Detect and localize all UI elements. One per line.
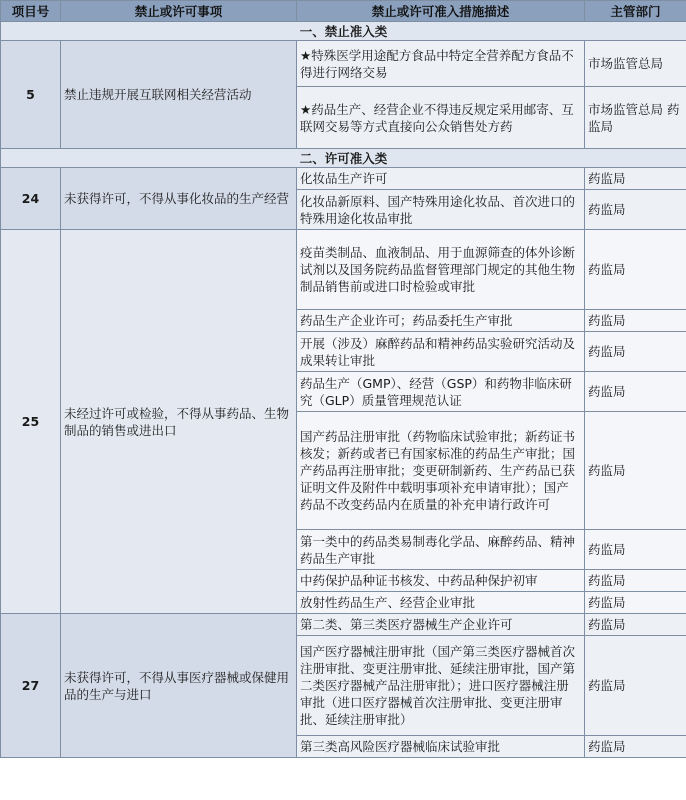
department: 药监局 xyxy=(585,570,686,592)
item-matter: 禁止违规开展互联网相关经营活动 xyxy=(61,41,297,149)
header-row xyxy=(1,1,686,22)
measure-desc: 第二类、第三类医疗器械生产企业许可 xyxy=(297,614,585,636)
department: 药监局 xyxy=(585,592,686,614)
measure-desc: 药品生产（GMP）、经营（GSP）和药物非临床研究（GLP）质量管理规范认证 xyxy=(297,372,585,412)
department: 药监局 xyxy=(585,372,686,412)
measure-desc: 开展（涉及）麻醉药品和精神药品实验研究活动及成果转让审批 xyxy=(297,332,585,372)
department: 市场监管总局 药监局 xyxy=(585,87,686,149)
table-row xyxy=(1,230,686,310)
item-number: 5 xyxy=(1,41,61,149)
item-number: 25 xyxy=(1,230,61,614)
section-title: 一、禁止准入类 xyxy=(1,22,686,41)
measure-desc: 国产药品注册审批（药物临床试验审批；新药证书核发；新药或者已有国家标准的药品生产审批；国产药品再注册审批；变更研制新药、生产药品已获证明文件及附件中载明事项补充申请审批）；国产药品不改变药品内在质量的补充申请行政许可 xyxy=(297,412,585,530)
header-matter: 禁止或许可事项 xyxy=(61,1,297,22)
section-row xyxy=(1,149,686,168)
item-matter: 未经过许可或检验，不得从事药品、生物制品的销售或进出口 xyxy=(61,230,297,614)
department: 药监局 xyxy=(585,168,686,190)
measure-desc: 放射性药品生产、经营企业审批 xyxy=(297,592,585,614)
header-department: 主管部门 xyxy=(585,1,686,22)
department: 药监局 xyxy=(585,332,686,372)
table-row xyxy=(1,168,686,190)
measure-desc: 化妆品新原料、国产特殊用途化妆品、首次进口的特殊用途化妆品审批 xyxy=(297,190,585,230)
section-row xyxy=(1,22,686,41)
measure-desc: 国产医疗器械注册审批（国产第三类医疗器械首次注册审批、变更注册审批、延续注册审批，国产第二类医疗器械产品注册审批）；进口医疗器械注册审批（进口医疗器械首次注册审批、变更注册审批、延续注册审批） xyxy=(297,636,585,736)
item-matter: 未获得许可，不得从事医疗器械或保健用品的生产与进口 xyxy=(61,614,297,758)
measure-desc: 中药保护品种证书核发、中药品种保护初审 xyxy=(297,570,585,592)
item-number: 24 xyxy=(1,168,61,230)
department: 药监局 xyxy=(585,230,686,310)
measure-desc: 疫苗类制品、血液制品、用于血源筛查的体外诊断试剂以及国务院药品监督管理部门规定的其他生物制品销售前或进口时检验或审批 xyxy=(297,230,585,310)
table-row xyxy=(1,41,686,87)
header-item-no: 项目号 xyxy=(1,1,61,22)
department: 药监局 xyxy=(585,530,686,570)
measure-desc: 第一类中的药品类易制毒化学品、麻醉药品、精神药品生产审批 xyxy=(297,530,585,570)
item-matter: 未获得许可，不得从事化妆品的生产经营 xyxy=(61,168,297,230)
measure-desc: ★药品生产、经营企业不得违反规定采用邮寄、互联网交易等方式直接向公众销售处方药 xyxy=(297,87,585,149)
measure-desc: 化妆品生产许可 xyxy=(297,168,585,190)
department: 药监局 xyxy=(585,736,686,758)
measure-desc: 第三类高风险医疗器械临床试验审批 xyxy=(297,736,585,758)
header-measure: 禁止或许可准入措施描述 xyxy=(297,1,585,22)
department: 药监局 xyxy=(585,614,686,636)
measure-desc: ★特殊医学用途配方食品中特定全营养配方食品不得进行网络交易 xyxy=(297,41,585,87)
measure-desc: 药品生产企业许可；药品委托生产审批 xyxy=(297,310,585,332)
section-title: 二、许可准入类 xyxy=(1,149,686,168)
department: 药监局 xyxy=(585,310,686,332)
department: 市场监管总局 xyxy=(585,41,686,87)
department: 药监局 xyxy=(585,636,686,736)
table-row xyxy=(1,614,686,636)
department: 药监局 xyxy=(585,190,686,230)
item-number: 27 xyxy=(1,614,61,758)
department: 药监局 xyxy=(585,412,686,530)
